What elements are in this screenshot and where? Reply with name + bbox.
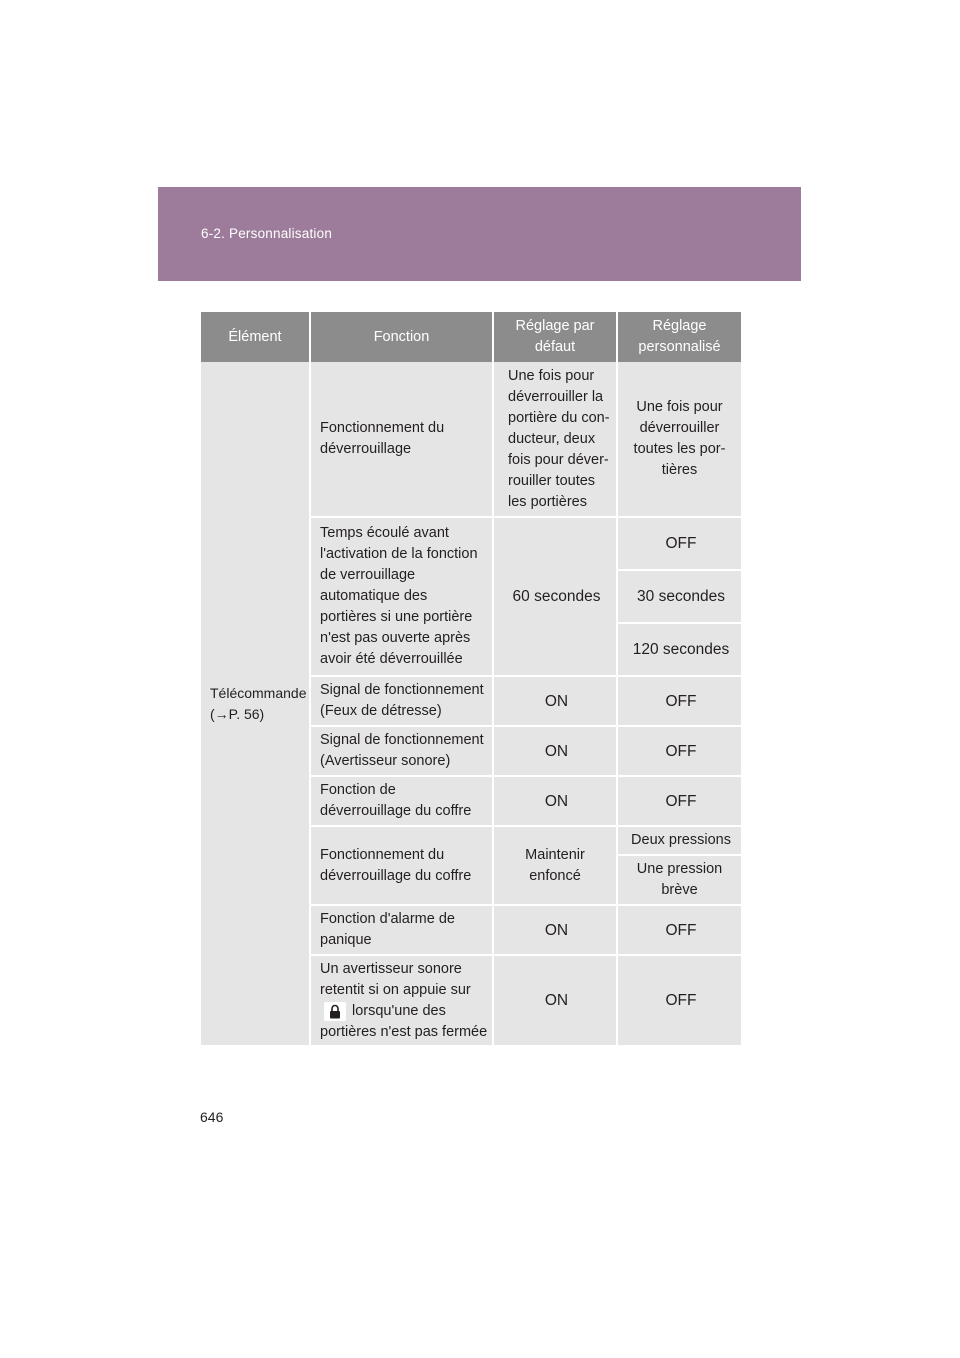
default-cell: Une fois pour déverrouiller la portière du con-ducteur, deux fois pour déver-rouiller toutes les portières [493,362,617,517]
custom-cell: Deux pressions [617,826,741,855]
custom-cell: Une fois pour déverrouiller toutes les por-tières [617,362,741,517]
custom-cell: OFF [617,676,741,726]
function-text: lorsqu'une des portières n'est pas fermée [320,1002,488,1040]
lock-icon [324,1002,346,1021]
custom-cell: Une pression brève [617,855,741,905]
custom-cell: 120 secondes [617,623,741,676]
col-header-function: Fonction [310,312,493,362]
custom-cell: OFF [617,726,741,776]
default-cell: Maintenir enfoncé [493,826,617,905]
default-cell: ON [493,955,617,1046]
default-cell: ON [493,905,617,955]
header-band [158,187,801,281]
default-cell: ON [493,676,617,726]
col-header-default: Réglage par défaut [493,312,617,362]
default-cell: ON [493,726,617,776]
col-header-custom: Réglage personnalisé [617,312,741,362]
custom-cell: OFF [617,776,741,826]
function-cell: Temps écoulé avant l'activation de la fonction de verrouillage automatique des portières si une portière n'est pas ouverte après avoir été déverrouillée [310,517,493,676]
function-cell: Signal de fonctionnement (Feux de détresse) [310,676,493,726]
default-cell: 60 secondes [493,517,617,676]
function-cell: Fonctionnement du déverrouillage [310,362,493,517]
custom-cell: OFF [617,905,741,955]
element-name: Télécommande [210,684,307,701]
function-cell: Fonction d'alarme de panique [310,905,493,955]
table-row [201,362,741,517]
element-cell [201,362,310,1046]
col-header-element: Élément [201,312,310,362]
function-cell: Signal de fonctionnement (Avertisseur sonore) [310,726,493,776]
table-header-row [201,312,741,362]
section-title: 6-2. Personnalisation [201,226,333,241]
element-ref: (→P. 56) [210,705,265,722]
function-cell [310,955,493,1046]
custom-cell: 30 secondes [617,570,741,623]
function-text: Un avertisseur sonore retentit si on appuie sur [320,960,471,998]
page-number: 646 [200,1109,224,1125]
settings-table [201,312,741,1047]
function-cell: Fonction de déverrouillage du coffre [310,776,493,826]
custom-cell: OFF [617,517,741,570]
function-cell: Fonctionnement du déverrouillage du coffre [310,826,493,905]
default-cell: ON [493,776,617,826]
custom-cell: OFF [617,955,741,1046]
